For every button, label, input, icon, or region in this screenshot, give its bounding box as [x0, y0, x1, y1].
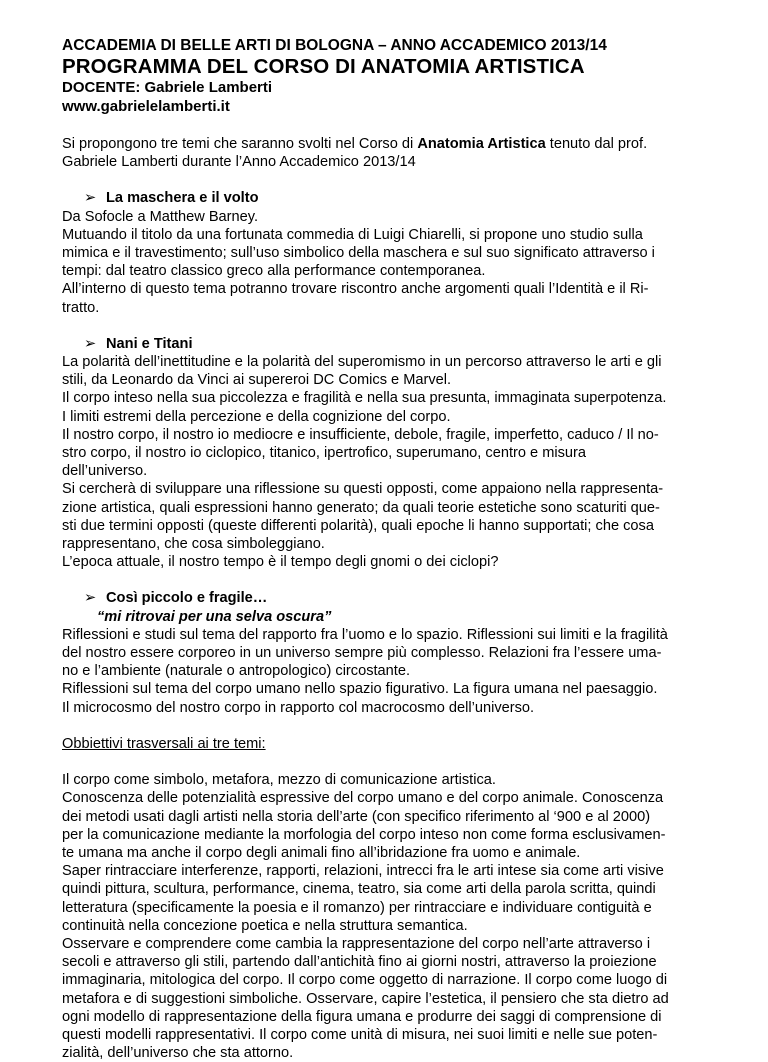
section-line: no e l’ambiente (naturale o antropologico) circostante. — [62, 663, 411, 680]
arrow-bullet-icon: ➢ — [84, 335, 97, 352]
intro-text-b: tenuto dal prof. — [545, 136, 648, 152]
objectives-line: Osservare e comprendere come cambia la rappresentazione del corpo nell’arte attraverso i — [62, 935, 651, 952]
section-line: mimica e il travestimento; sull’uso simbolico della maschera e sul suo significato attraverso i — [62, 245, 655, 262]
section-heading-row — [62, 589, 722, 607]
section-line: stro corpo, il nostro io ciclopico, titanico, ipertrofico, superumano, centro e misura — [62, 445, 586, 462]
objectives-line: ogni modello di rappresentazione della figura umana e produrre dei saggi di comprensione di — [62, 1008, 662, 1025]
section-piccolo-fragile — [62, 589, 722, 716]
objectives-heading: Obbiettivi trasversali ai tre temi: — [62, 735, 266, 752]
institution-header: ACCADEMIA DI BELLE ARTI DI BOLOGNA – ANNO ACCADEMICO 2013/14 — [62, 37, 607, 54]
objectives-line: letteratura (specificamente la poesia e il romanzo) per rintracciare e individuare contiguità e — [62, 899, 652, 916]
objectives-line: zialità, dell’universo che sta attorno. — [62, 1045, 294, 1062]
section-line: Il corpo inteso nella sua piccolezza e fragilità e nella sua presunta, immaginata superpotenza. — [62, 390, 667, 407]
objectives-line: dei metodi usati dagli artisti nella storia dell’arte (con specifico riferimento al ‘900 e al 2000) — [62, 808, 651, 825]
section-subheading-quote: “mi ritrovai per una selva oscura” — [97, 608, 332, 625]
intro-line-1 — [62, 135, 722, 153]
objectives-line: quindi pittura, scultura, performance, cinema, teatro, sia come arti della parola scritta, quindi — [62, 881, 656, 898]
heading-text: Nani e Titani — [106, 335, 193, 352]
heading-text: Così piccolo e fragile… — [106, 590, 268, 607]
section-line: Il nostro corpo, il nostro io mediocre e insufficiente, debole, fragile, imperfetto, caduco / Il no- — [62, 426, 659, 443]
objectives-line: Conoscenza delle potenzialità espressive del corpo umano e del corpo animale. Conoscenza — [62, 790, 664, 807]
objectives-line: per la comunicazione mediante la morfologia del corpo inteso non come forma esclusivamen- — [62, 826, 666, 843]
intro-line-2: Gabriele Lamberti durante l’Anno Accademico 2013/14 — [62, 154, 416, 171]
section-line: tratto. — [62, 299, 100, 316]
section-line: stili, da Leonardo da Vinci ai supereroi DC Comics e Marvel. — [62, 372, 452, 389]
intro-text-a: Si propongono tre temi che saranno svolti nel Corso di — [62, 136, 418, 152]
section-heading-nani-titani — [84, 335, 722, 353]
objectives-line: Il corpo come simbolo, metafora, mezzo di comunicazione artistica. — [62, 772, 496, 789]
section-line: Da Sofocle a Matthew Barney. — [62, 208, 259, 225]
heading-text: La maschera e il volto — [106, 190, 259, 207]
section-maschera — [62, 189, 722, 316]
section-line: All’interno di questo tema potranno trovare riscontro anche argomenti quali l’Identità e il Ri- — [62, 281, 649, 298]
objectives-line: metafora e di suggestioni simboliche. Osservare, capire l’estetica, il pensiero che sta dietro ad — [62, 990, 669, 1007]
section-line: La polarità dell’inettitudine e la polarità del superomismo in un percorso attraverso le arti e gli — [62, 354, 662, 371]
intro-bold-subject: Anatomia Artistica — [417, 136, 546, 152]
objectives-line: secoli e attraverso gli stili, partendo dall’antichità fino ai giorni nostri, attraverso la proiezione — [62, 954, 657, 971]
objectives-line: immaginaria, mitologica del corpo. Il corpo come oggetto di narrazione. Il corpo come luogo di — [62, 972, 668, 989]
section-line: rappresentano, che cosa simboleggiano. — [62, 536, 325, 553]
objectives-line: Saper rintracciare interferenze, rapporti, relazioni, intrecci fra le arti intese sia come arti visive — [62, 863, 664, 880]
section-line: zione artistica, quali espressioni hanno generato; da quali teorie estetiche sono scaturiti que- — [62, 499, 660, 516]
section-heading-row — [62, 189, 722, 207]
section-heading-piccolo-fragile — [84, 589, 722, 607]
section-line: Riflessioni e studi sul tema del rapporto fra l’uomo e lo spazio. Riflessioni sui limiti e la fragilità — [62, 626, 668, 643]
section-line: sti due termini opposti (queste differenti polarità), quali epoche li hanno supportati; che cosa — [62, 517, 654, 534]
section-line: Riflessioni sul tema del corpo umano nello spazio figurativo. La figura umana nel paesaggio. — [62, 681, 658, 698]
section-line: Il microcosmo del nostro corpo in rapporto col macrocosmo dell’universo. — [62, 699, 535, 716]
section-heading-row — [62, 335, 722, 353]
section-line: I limiti estremi della percezione e della cognizione del corpo. — [62, 408, 451, 425]
section-line: Mutuando il titolo da una fortunata commedia di Luigi Chiarelli, si propone uno studio sulla — [62, 226, 643, 243]
section-line: del nostro essere corporeo in un universo sempre più complesso. Relazioni fra l’essere uma- — [62, 645, 662, 662]
arrow-bullet-icon: ➢ — [84, 190, 97, 207]
document-page — [62, 36, 722, 1062]
section-objectives — [62, 735, 722, 1062]
objectives-line: questi modelli rappresentativi. Il corpo come unità di misura, nei suoi limiti e nelle sue poten- — [62, 1026, 658, 1043]
arrow-bullet-icon: ➢ — [84, 590, 97, 607]
section-line: dell’universo. — [62, 463, 148, 480]
section-heading-maschera — [84, 189, 722, 207]
section-line: L’epoca attuale, il nostro tempo è il tempo degli gnomi o dei ciclopi? — [62, 554, 499, 571]
objectives-line: continuità nella concezione poetica e nella struttura semantica. — [62, 917, 468, 934]
section-nani-titani — [62, 335, 722, 572]
intro-paragraph — [62, 135, 722, 171]
section-line: tempi: dal teatro classico greco alla performance contemporanea. — [62, 263, 486, 280]
website-link[interactable]: www.gabrielelamberti.it — [62, 98, 230, 115]
objectives-line: te umana ma anche il corpo degli animali fino all’ibridazione fra uomo e animale. — [62, 844, 581, 861]
section-line: Si cercherà di sviluppare una riflessione su questi opposti, come appaiono nella rappresenta- — [62, 481, 664, 498]
teacher-line: DOCENTE: Gabriele Lamberti — [62, 79, 273, 96]
course-title: PROGRAMMA DEL CORSO DI ANATOMIA ARTISTICA — [62, 55, 585, 78]
